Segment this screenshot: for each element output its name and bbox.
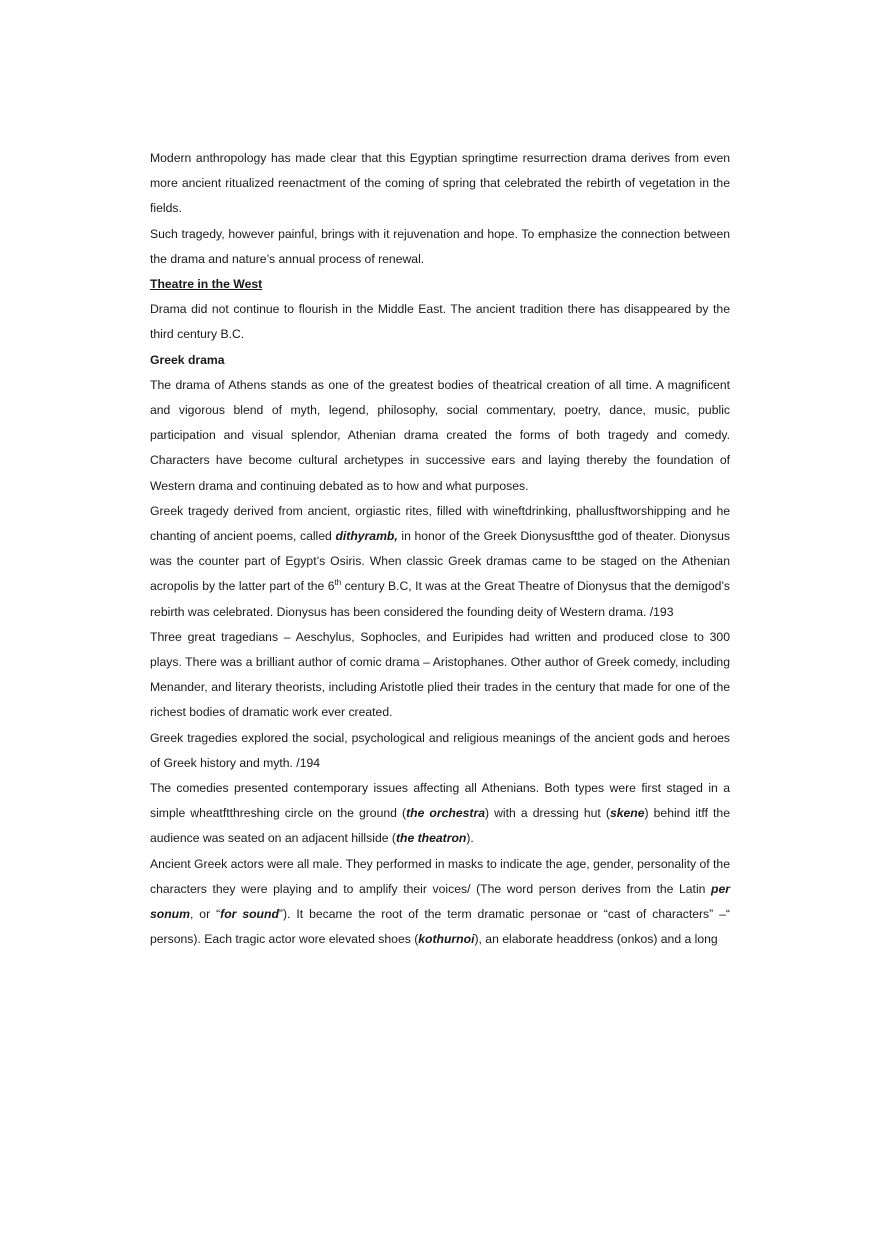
text-run: Greek tragedy derived from ancient, orgiastic rites, filled with wineftdrinking, phallusftworshipping and he chanting of ancient poems, called [150,503,730,544]
text-run: The comedies presented contemporary issues affecting all Athenians. Both types were first staged in a simple wheatftthreshing circle on the ground ( [150,781,730,821]
paragraph-tragedy-renewal: Such tragedy, however painful, brings with it rejuvenation and hope. To emphasize the connection between the drama and nature’s annual process of renewal. [150,226,730,266]
heading-greek-drama: Greek drama [150,352,225,367]
paragraph-greek-actors [150,852,730,953]
text-run: ), an elaborate headdress (onkos) and a long [474,932,718,947]
paragraph-greek-tragedies-meanings: Greek tragedies explored the social, psychological and religious meanings of the ancient gods and heroes of Greek history and myth. /194 [150,730,730,770]
term-per-sonum: per sonum [150,881,730,922]
text-run: century B.C, It was at the Great Theatre of Dionysus that the demigod’s rebirth was celebrated. Dionysus has been considered the founding deity of Western drama. /193 [150,579,730,619]
paragraph-anthropology: Modern anthropology has made clear that this Egyptian springtime resurrection drama derives from even more ancient ritualized reenactment of the coming of spring that celebrated the rebirth of vegetation in the fields. [150,151,730,216]
paragraph-middle-east: Drama did not continue to flourish in the Middle East. The ancient tradition there has disappeared by the third century B.C. [150,302,730,342]
text-run: Ancient Greek actors were all male. They performed in masks to indicate the age, gender, personality of the characters they were playing and to amplify their voices/ (The word person derives from the Latin [150,856,730,896]
heading-theatre-in-the-west: Theatre in the West [150,277,263,292]
paragraph-comedies-staging [150,776,730,852]
term-the-orchestra: the orchestra [406,806,485,821]
text-run: in honor of the Greek Dionysusftthe god of theater. Dionysus was the counter part of Egypt’s Osiris. When classic Greek dramas came to be staged on the Athenian acropolis by the latter part of the 6 [150,529,730,594]
paragraph-three-tragedians: Three great tragedians – Aeschylus, Sophocles, and Euripides had written and produced close to 300 plays. There was a brilliant author of comic drama – Aristophanes. Other author of Greek comedy, including Menander, and literary theorists, including Aristotle plied their trades in the century that made for one of the richest bodies of dramatic work ever created. [150,629,730,720]
text-run: , or “ [189,907,221,922]
paragraph-greek-tragedy-origins [150,499,730,625]
document-body [150,146,730,953]
text-run: ). [466,831,474,846]
term-dithyramb: dithyramb, [335,529,398,544]
term-skene: skene [609,806,645,821]
term-kothurnoi: kothurnoi [418,932,475,947]
superscript-th: th [334,578,342,588]
text-run: ) behind itff the audience was seated on an adjacent hillside ( [150,806,730,846]
text-run: ”). It became the root of the term dramatic personae or “cast of characters” –“ persons). Each tragic actor wore elevated shoes ( [150,907,730,947]
paragraph-drama-of-athens: The drama of Athens stands as one of the greatest bodies of theatrical creation of all time. A magnificent and vigorous blend of myth, legend, philosophy, social commentary, poetry, dance, music, public participation and visual splendor, Athenian drama created the forms of both tragedy and comedy. Characters have become cultural archetypes in successive ears and laying thereby the foundation of Western drama and continuing debated as to how and what purposes. [150,377,730,493]
term-the-theatron: the theatron [395,831,467,846]
text-run: ) with a dressing hut ( [484,806,610,821]
term-for-sound: for sound [220,907,279,922]
